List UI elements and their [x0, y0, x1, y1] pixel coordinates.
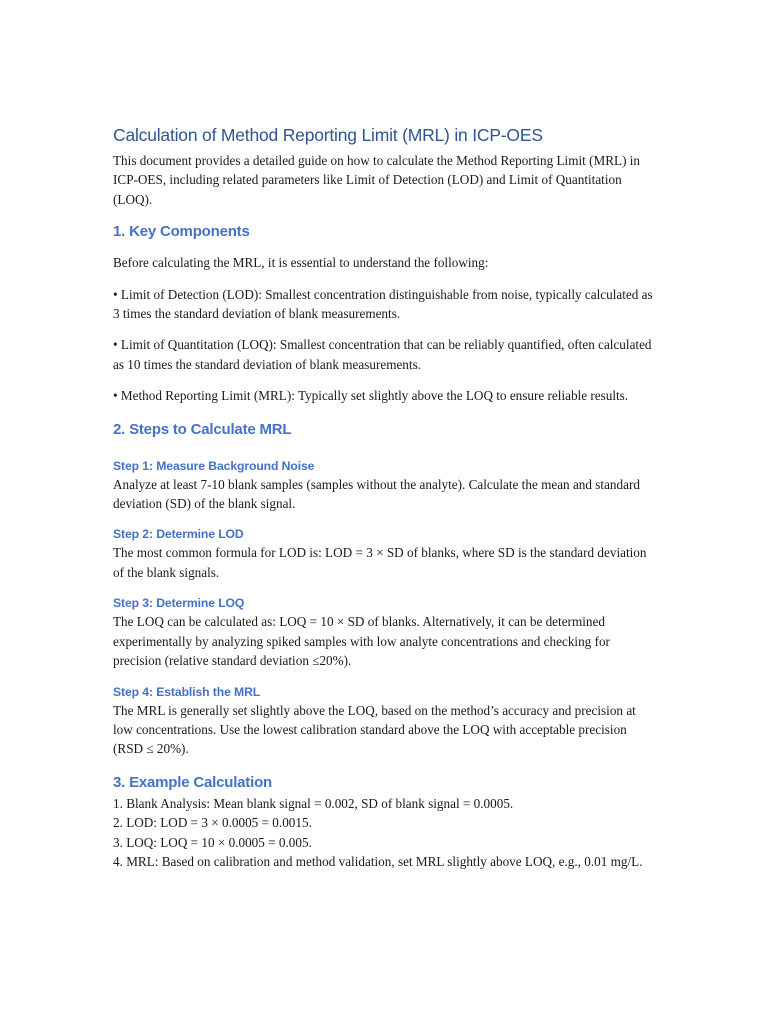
intro-paragraph: This document provides a detailed guide on how to calculate the Method Reporting Limit (MRL) in ICP-OES, including related parameters like Limit of Detection (LOD) and Limit of Quantitation (LOQ). [113, 153, 641, 207]
step-3-heading: Step 3: Determine LOQ [113, 596, 245, 611]
example-list [113, 794, 653, 872]
example-line-4: 4. MRL: Based on calibration and method validation, set MRL slightly above LOQ, e.g., 0.01 mg/L. [113, 853, 643, 869]
bullet-mrl: • Method Reporting Limit (MRL): Typically set slightly above the LOQ to ensure reliable results. [113, 388, 629, 404]
section-heading-steps: 2. Steps to Calculate MRL [113, 420, 292, 438]
example-line-1: 1. Blank Analysis: Mean blank signal = 0.002, SD of blank signal = 0.0005. [113, 795, 514, 811]
step-2-heading: Step 2: Determine LOD [113, 527, 244, 542]
document-title: Calculation of Method Reporting Limit (MRL) in ICP-OES [113, 125, 543, 145]
step-3-text: The LOQ can be calculated as: LOQ = 10 × SD of blanks. Alternatively, it can be determined experimentally by analyzing spiked samples with low analyte concentrations and checking for precision (relative standard deviation ≤20%). [113, 614, 610, 669]
step-1-text: Analyze at least 7-10 blank samples (samples without the analyte). Calculate the mean and standard deviation (SD) of the blank signal. [113, 476, 640, 512]
bullet-loq: • Limit of Quantitation (LOQ): Smallest concentration that can be reliably quantified, often calculated as 10 times the standard deviation of blank measurements. [113, 337, 652, 372]
section-heading-example: 3. Example Calculation [113, 773, 272, 791]
step-1-heading: Step 1: Measure Background Noise [113, 458, 315, 473]
example-line-2: 2. LOD: LOD = 3 × 0.0005 = 0.0015. [113, 815, 312, 831]
step-4-text: The MRL is generally set slightly above the LOQ, based on the method’s accuracy and precision at low concentrations. Use the lowest calibration standard above the LOQ with acceptable precision (RSD ≤ 20%). [113, 702, 636, 757]
bullet-lod: • Limit of Detection (LOD): Smallest concentration distinguishable from noise, typically calculated as 3 times the standard deviation of blank measurements. [113, 286, 653, 322]
section-heading-key-components: 1. Key Components [113, 223, 250, 241]
step-4-heading: Step 4: Establish the MRL [113, 684, 261, 699]
document-page [113, 123, 653, 871]
section-lead: Before calculating the MRL, it is essential to understand the following: [113, 255, 489, 271]
example-line-3: 3. LOQ: LOQ = 10 × 0.0005 = 0.005. [113, 834, 312, 850]
step-2-text: The most common formula for LOD is: LOD = 3 × SD of blanks, where SD is the standard deviation of the blank signals. [113, 545, 647, 580]
